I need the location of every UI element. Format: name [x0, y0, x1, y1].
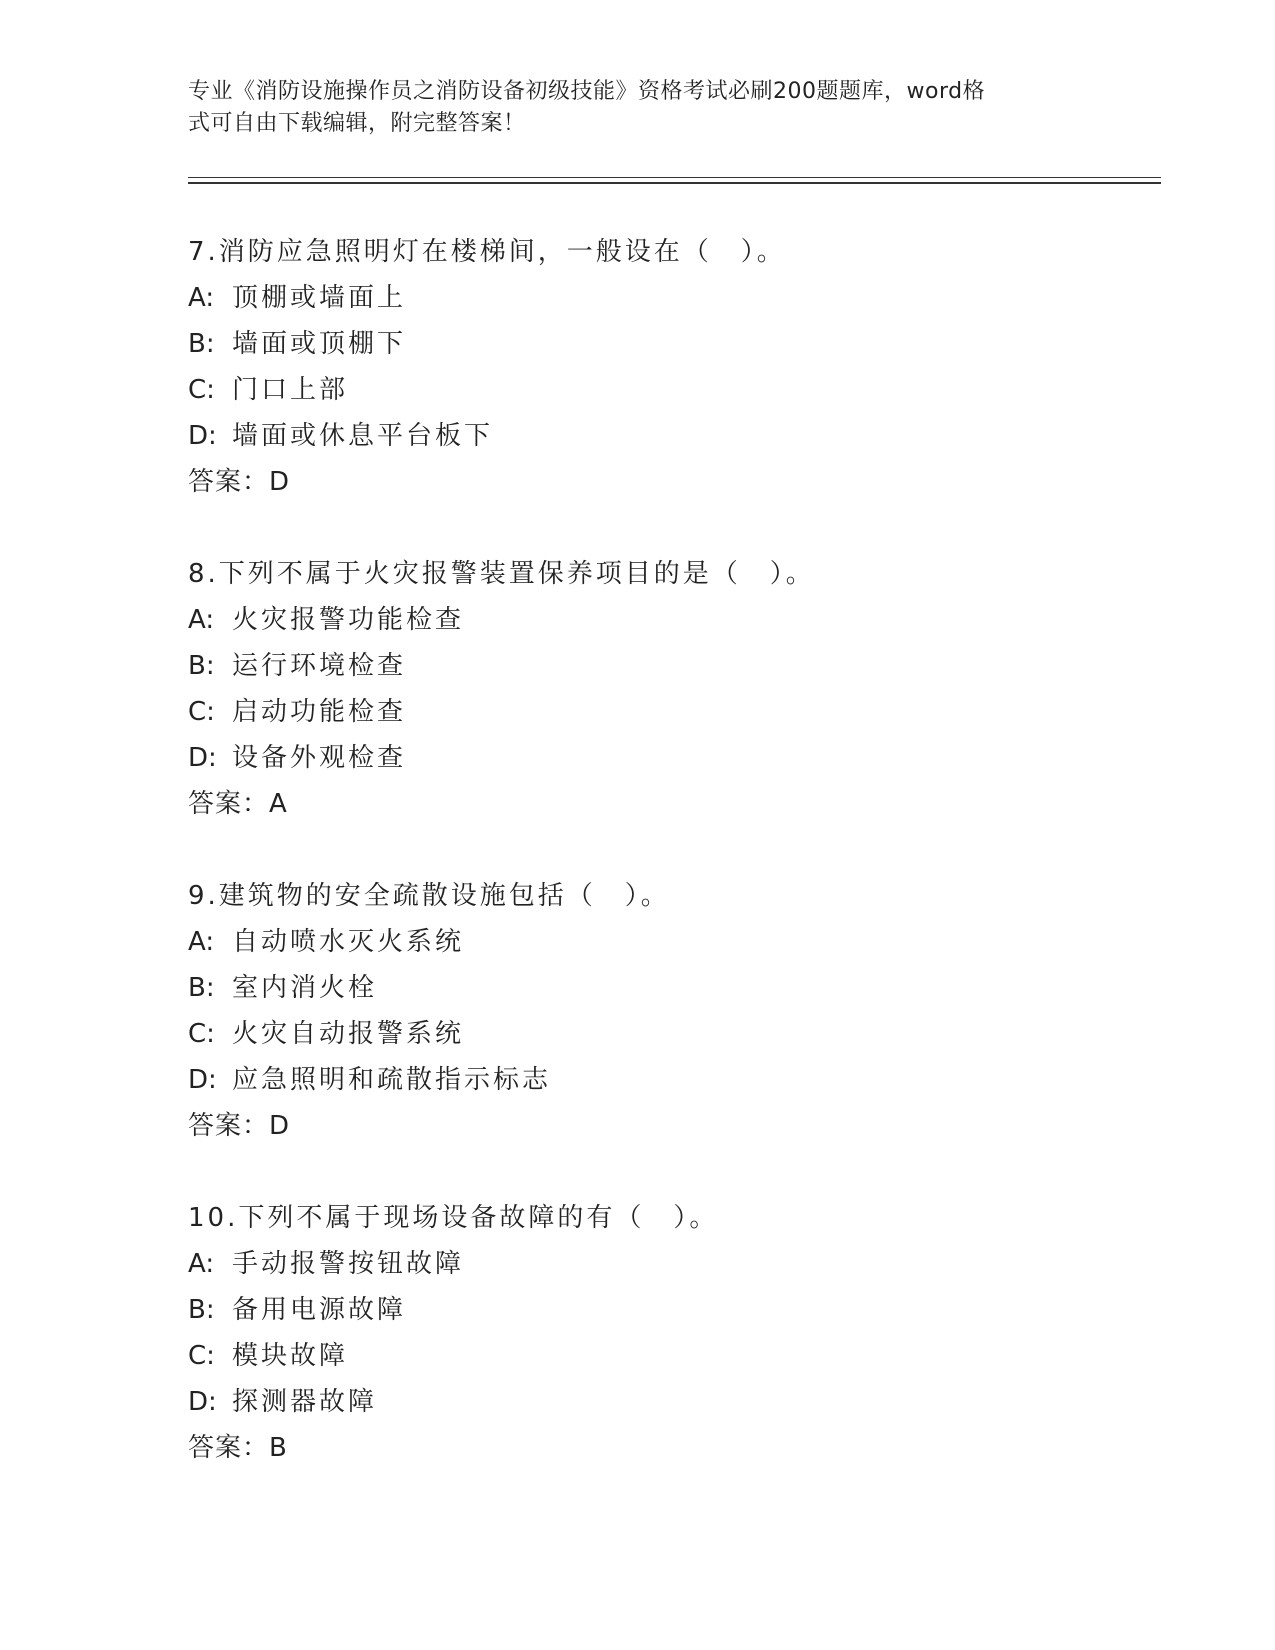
option-key: C: — [188, 1341, 215, 1371]
answer-value: A — [269, 789, 288, 819]
question-10 — [188, 1195, 1148, 1471]
answer-value: D — [269, 1111, 291, 1141]
option-text: 自动喷水灭火系统 — [232, 927, 465, 957]
answer-line — [188, 1103, 1148, 1149]
option-key: B: — [188, 973, 215, 1003]
option-d — [188, 1057, 1148, 1103]
option-b — [188, 643, 1148, 689]
option-key: A: — [188, 927, 215, 957]
answer-line — [188, 781, 1148, 827]
option-text: 火灾报警功能检查 — [232, 605, 465, 635]
option-text: 墙面或顶棚下 — [232, 329, 407, 359]
option-text: 模块故障 — [232, 1341, 349, 1371]
document-header — [188, 76, 1078, 140]
option-text: 设备外观检查 — [232, 743, 407, 773]
option-text: 探测器故障 — [232, 1387, 378, 1417]
option-key: C: — [188, 697, 215, 727]
header-rule-thick — [188, 182, 1161, 184]
option-key: A: — [188, 283, 215, 313]
option-b — [188, 1287, 1148, 1333]
header-line-1: 专业《消防设施操作员之消防设备初级技能》资格考试必刷200题题库，word格 — [188, 79, 986, 104]
option-d — [188, 1379, 1148, 1425]
question-stem: 10.下列不属于现场设备故障的有（ ）。 — [188, 1203, 719, 1233]
option-d — [188, 735, 1148, 781]
option-a — [188, 1241, 1148, 1287]
answer-value: B — [269, 1433, 288, 1463]
option-key: B: — [188, 1295, 215, 1325]
answer-line — [188, 459, 1148, 505]
answer-label: 答案： — [188, 789, 270, 819]
option-text: 火灾自动报警系统 — [232, 1019, 465, 1049]
answer-line — [188, 1425, 1148, 1471]
question-stem: 9.建筑物的安全疏散设施包括（ ）。 — [188, 881, 670, 911]
option-d — [188, 413, 1148, 459]
question-9 — [188, 873, 1148, 1149]
answer-value: D — [269, 467, 291, 497]
option-key: B: — [188, 329, 215, 359]
option-b — [188, 321, 1148, 367]
option-c — [188, 1333, 1148, 1379]
option-key: C: — [188, 375, 215, 405]
option-text: 备用电源故障 — [232, 1295, 407, 1325]
option-key: D: — [188, 421, 217, 451]
option-key: B: — [188, 651, 215, 681]
question-8 — [188, 551, 1148, 827]
option-key: A: — [188, 605, 215, 635]
option-text: 墙面或休息平台板下 — [232, 421, 494, 451]
question-stem: 8.下列不属于火灾报警装置保养项目的是（ ）。 — [188, 559, 815, 589]
option-text: 门口上部 — [232, 375, 349, 405]
option-text: 顶棚或墙面上 — [232, 283, 407, 313]
option-key: D: — [188, 1065, 217, 1095]
header-line-2: 式可自由下载编辑，附完整答案！ — [188, 111, 526, 136]
option-c — [188, 1011, 1148, 1057]
option-text: 室内消火栓 — [232, 973, 378, 1003]
option-text: 应急照明和疏散指示标志 — [232, 1065, 552, 1095]
option-key: D: — [188, 1387, 217, 1417]
option-key: A: — [188, 1249, 215, 1279]
option-a — [188, 919, 1148, 965]
answer-label: 答案： — [188, 1111, 270, 1141]
answer-label: 答案： — [188, 1433, 270, 1463]
header-rule-thin — [188, 177, 1161, 178]
option-c — [188, 367, 1148, 413]
option-text: 运行环境检查 — [232, 651, 407, 681]
option-c — [188, 689, 1148, 735]
option-b — [188, 965, 1148, 1011]
question-7 — [188, 229, 1148, 505]
answer-label: 答案： — [188, 467, 270, 497]
option-key: C: — [188, 1019, 215, 1049]
option-a — [188, 275, 1148, 321]
option-a — [188, 597, 1148, 643]
option-key: D: — [188, 743, 217, 773]
option-text: 启动功能检查 — [232, 697, 407, 727]
question-stem: 7.消防应急照明灯在楼梯间，一般设在（ ）。 — [188, 237, 786, 267]
option-text: 手动报警按钮故障 — [232, 1249, 465, 1279]
